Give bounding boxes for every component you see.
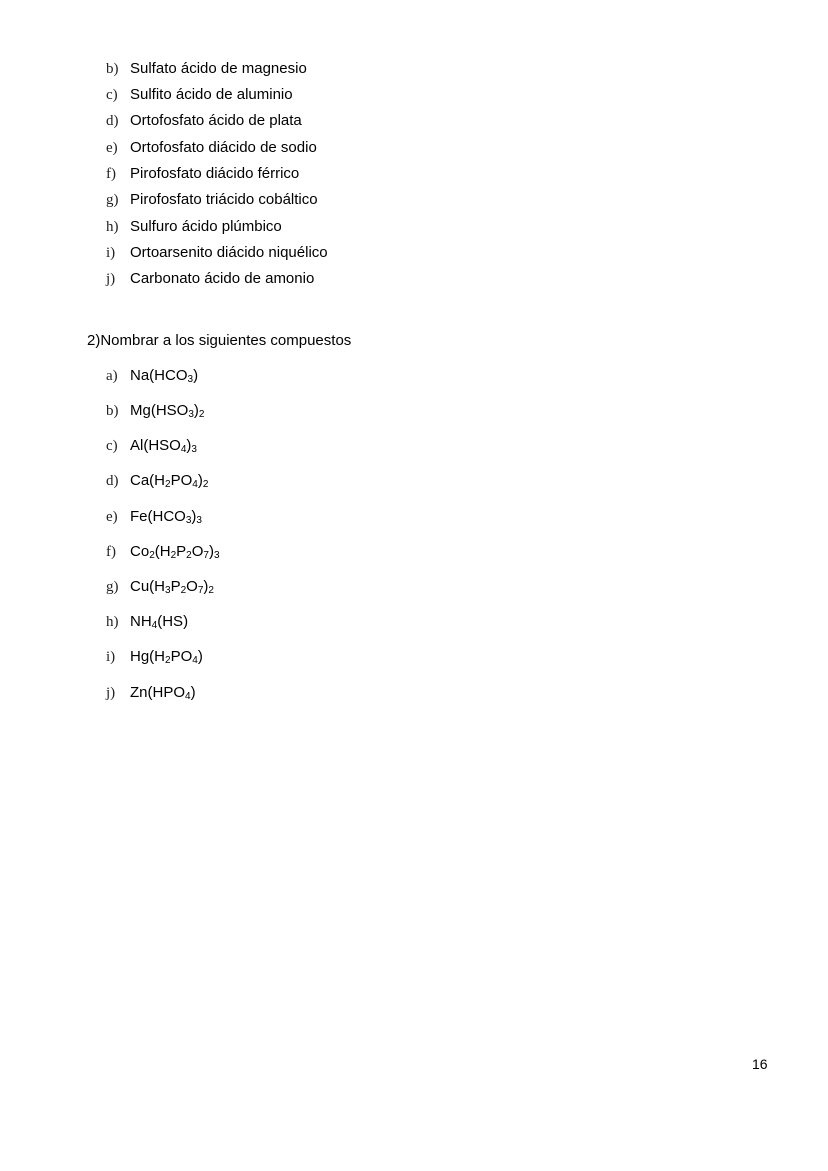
formula-segment: Na(HCO: [130, 367, 188, 384]
item-text: Carbonato ácido de amonio: [130, 270, 315, 287]
list-item: [0, 136, 700, 160]
item-marker: j): [106, 685, 116, 701]
formula-subscript: 3: [185, 515, 192, 526]
list-item: [0, 162, 700, 186]
formula-segment: ): [190, 684, 196, 701]
formula-segment: P: [176, 543, 187, 560]
formula-subscript: 7: [197, 585, 204, 596]
list-item: [0, 109, 700, 133]
item-marker: e): [106, 509, 118, 525]
formula-segment: O: [186, 578, 198, 595]
chemical-formula: [130, 575, 214, 599]
list-item: [0, 364, 700, 388]
formula-subscript: 4: [192, 655, 198, 666]
formula-segment: ): [203, 578, 209, 595]
formula-segment: Hg(H: [130, 648, 166, 665]
chemical-formula: [130, 681, 196, 705]
item-marker: e): [106, 140, 118, 156]
list-item: [0, 434, 700, 458]
formula-segment: Zn(HPO: [130, 684, 186, 701]
formula-segment: Mg(HSO: [130, 402, 189, 419]
item-marker: i): [106, 245, 116, 261]
formula-subscript: 4: [192, 479, 198, 490]
chemical-formula: [130, 469, 208, 493]
formula-subscript: 4: [151, 620, 158, 631]
item-marker: h): [106, 614, 119, 630]
list-item: [0, 540, 700, 564]
formula-segment: Al(HSO: [130, 437, 181, 454]
list-item: [0, 469, 700, 493]
formula-segment: ): [197, 648, 203, 665]
formula-segment: O: [191, 543, 204, 560]
item-marker: g): [106, 192, 119, 208]
list-item: [0, 215, 700, 239]
list-item: [0, 399, 700, 423]
item-marker: c): [106, 87, 118, 103]
item-marker: d): [106, 113, 119, 129]
item-text: Sulfito ácido de aluminio: [130, 86, 293, 103]
chemical-formula: [130, 610, 188, 634]
formula-segment: ): [208, 543, 214, 560]
list-item: [0, 681, 700, 705]
formula-segment: ): [186, 437, 192, 454]
item-text: Pirofosfato diácido férrico: [130, 165, 300, 182]
item-text: Pirofosfato triácido cobáltico: [130, 191, 318, 208]
page-number: 16: [752, 1056, 768, 1072]
chemical-formula: [130, 399, 204, 423]
formula-subscript: 3: [191, 444, 197, 455]
list-item: [0, 505, 700, 529]
formula-segment: ): [191, 508, 197, 525]
formula-segment: Cu(H: [130, 578, 166, 595]
list-item: [0, 57, 700, 81]
chemical-formula: [130, 434, 197, 458]
chemical-formula: [130, 505, 202, 529]
item-marker: i): [106, 649, 116, 665]
formula-subscript: 2: [202, 479, 209, 490]
item-marker: d): [106, 473, 119, 489]
formula-subscript: 3: [213, 550, 220, 561]
formula-segment: (HS): [157, 613, 189, 630]
item-marker: h): [106, 219, 119, 235]
formula-subscript: 3: [188, 409, 194, 420]
list-item: [0, 575, 700, 599]
section-heading: 2)Nombrar a los siguientes compuestos: [87, 332, 352, 349]
list-item: [0, 188, 700, 212]
formula-segment: ): [197, 472, 203, 489]
formula-subscript: 2: [180, 585, 187, 596]
list-item: [0, 241, 700, 265]
formula-subscript: 4: [185, 691, 191, 702]
chemical-formula: [130, 540, 220, 564]
item-text: Ortoarsenito diácido niquélico: [130, 244, 328, 261]
formula-subscript: 2: [149, 550, 155, 561]
formula-segment: NH: [130, 613, 152, 630]
item-text: Ortofosfato ácido de plata: [130, 112, 302, 129]
formula-segment: Fe(HCO: [130, 508, 186, 525]
item-marker: j): [106, 271, 116, 287]
formula-segment: ): [193, 367, 199, 384]
list-item: [0, 645, 700, 669]
item-marker: b): [106, 403, 119, 419]
formula-segment: PO: [170, 472, 193, 489]
formula-subscript: 4: [180, 444, 187, 455]
list-item: [0, 83, 700, 107]
formula-subscript: 3: [165, 585, 171, 596]
item-marker: a): [106, 368, 118, 384]
item-marker: g): [106, 579, 119, 595]
item-marker: b): [106, 61, 119, 77]
item-marker: c): [106, 438, 118, 454]
formula-subscript: 2: [165, 655, 171, 666]
formula-segment: (H: [154, 543, 171, 560]
list-item: [0, 610, 700, 634]
formula-segment: ): [193, 402, 199, 419]
formula-subscript: 2: [165, 479, 171, 490]
formula-subscript: 3: [196, 515, 202, 526]
formula-subscript: 3: [187, 374, 194, 385]
formula-subscript: 7: [203, 550, 209, 561]
formula-subscript: 2: [186, 550, 192, 561]
item-marker: f): [106, 544, 116, 560]
item-marker: f): [106, 166, 116, 182]
list-item: [0, 267, 700, 291]
formula-segment: P: [170, 578, 181, 595]
item-text: Ortofosfato diácido de sodio: [130, 139, 317, 156]
item-text: Sulfuro ácido plúmbico: [130, 218, 282, 235]
formula-segment: PO: [170, 648, 193, 665]
formula-subscript: 2: [170, 550, 177, 561]
chemical-formula: [130, 645, 203, 669]
formula-subscript: 2: [198, 409, 205, 420]
formula-subscript: 2: [208, 585, 214, 596]
formula-segment: Co: [130, 543, 150, 560]
chemical-formula: [130, 364, 198, 388]
item-text: Sulfato ácido de magnesio: [130, 60, 307, 77]
formula-segment: Ca(H: [130, 472, 166, 489]
